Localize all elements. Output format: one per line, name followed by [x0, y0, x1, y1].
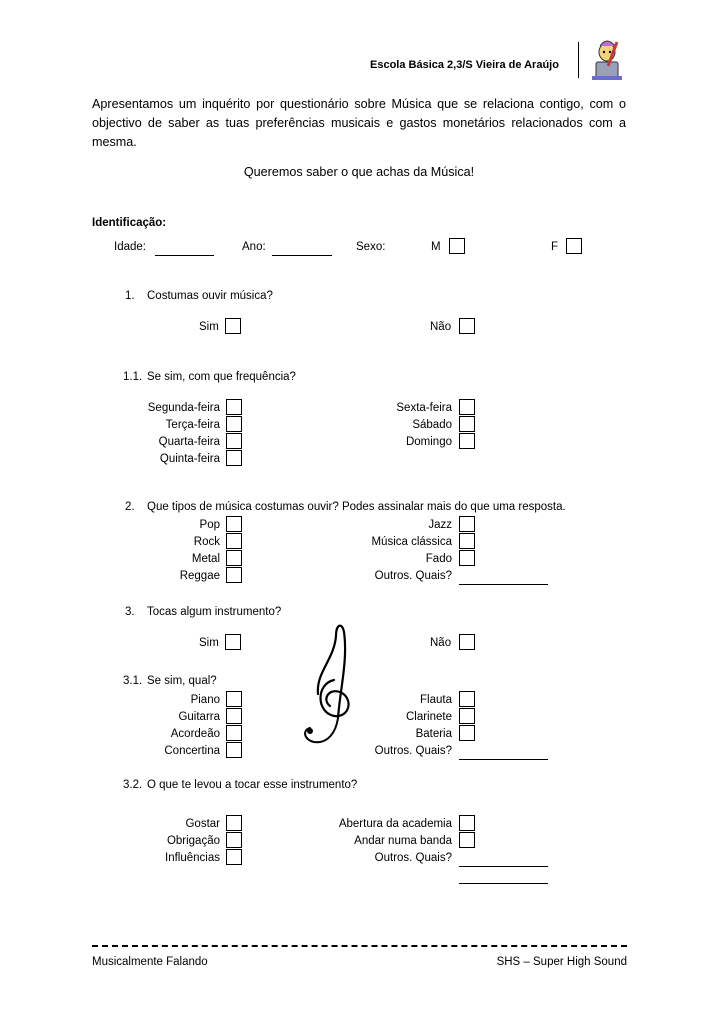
intro-paragraph: Apresentamos um inquérito por questionário sobre Música que se relaciona contigo, com o objectivo de saber as tuas preferências musicais e gastos monetários relacionados com a mesma.	[92, 97, 626, 149]
footer-divider	[92, 945, 627, 947]
genre-checkbox[interactable]	[226, 550, 242, 566]
q3-1-question: Se sim, qual?	[147, 675, 217, 687]
instrument-label: Guitarra	[178, 711, 220, 723]
day-label: Quarta-feira	[158, 436, 220, 448]
day-checkbox[interactable]	[226, 416, 242, 432]
genre-other-label: Outros. Quais?	[374, 570, 452, 582]
instrument-label: Clarinete	[405, 711, 452, 723]
q1-1-number: 1.1.	[123, 371, 143, 383]
genre-checkbox[interactable]	[226, 567, 242, 583]
reason-label: Abertura da academia	[338, 818, 452, 830]
instrument-checkbox[interactable]	[226, 708, 242, 724]
instrument-label: Concertina	[164, 745, 220, 757]
q1-1-question: Se sim, com que frequência?	[147, 371, 296, 383]
year-field[interactable]	[272, 255, 332, 256]
q1-no-checkbox[interactable]	[459, 318, 475, 334]
female-checkbox[interactable]	[566, 238, 582, 254]
instrument-label: Acordeão	[170, 728, 220, 740]
reason-label: Obrigação	[166, 835, 220, 847]
sex-label: Sexo:	[356, 241, 386, 253]
day-checkbox[interactable]	[459, 433, 475, 449]
instrument-checkbox[interactable]	[226, 742, 242, 758]
instrument-checkbox[interactable]	[459, 725, 475, 741]
reason-checkbox[interactable]	[459, 832, 475, 848]
genre-checkbox[interactable]	[459, 533, 475, 549]
year-label: Ano:	[242, 241, 266, 253]
reason-label: Influências	[165, 852, 220, 864]
day-label: Domingo	[405, 436, 452, 448]
genre-label: Jazz	[428, 519, 452, 531]
day-checkbox[interactable]	[459, 399, 475, 415]
instrument-checkbox[interactable]	[226, 725, 242, 741]
reason-checkbox[interactable]	[226, 815, 242, 831]
day-label: Segunda-feira	[147, 402, 220, 414]
identification-heading: Identificação:	[92, 217, 167, 229]
instrument-checkbox[interactable]	[459, 708, 475, 724]
q3-question: Tocas algum instrumento?	[147, 606, 282, 618]
q3-yes-checkbox[interactable]	[225, 634, 241, 650]
female-label: F	[551, 241, 559, 253]
q1-yes-checkbox[interactable]	[225, 318, 241, 334]
day-label: Sábado	[412, 419, 452, 431]
day-checkbox[interactable]	[226, 399, 242, 415]
q3-1-number: 3.1.	[123, 675, 143, 687]
reason-other-field-2[interactable]	[459, 883, 548, 884]
q3-no-checkbox[interactable]	[459, 634, 475, 650]
instrument-checkbox[interactable]	[459, 691, 475, 707]
genre-checkbox[interactable]	[459, 516, 475, 532]
q1-number: 1.	[125, 290, 135, 302]
q1-yes-label: Sim	[199, 321, 219, 333]
instrument-label: Piano	[190, 694, 220, 706]
q1-question: Costumas ouvir música?	[147, 290, 273, 302]
instrument-label: Flauta	[420, 694, 452, 706]
q3-no-label: Não	[430, 637, 452, 649]
day-checkbox[interactable]	[226, 450, 242, 466]
reason-checkbox[interactable]	[459, 815, 475, 831]
day-label: Quinta-feira	[159, 453, 220, 465]
day-label: Sexta-feira	[396, 402, 452, 414]
reason-checkbox[interactable]	[226, 832, 242, 848]
age-field[interactable]	[155, 255, 214, 256]
genre-label: Pop	[199, 519, 220, 531]
genre-label: Fado	[425, 553, 452, 565]
genre-checkbox[interactable]	[226, 533, 242, 549]
school-name: Escola Básica 2,3/S Vieira de Araújo	[370, 59, 559, 71]
male-checkbox[interactable]	[449, 238, 465, 254]
genre-other-field[interactable]	[459, 584, 548, 585]
instrument-checkbox[interactable]	[226, 691, 242, 707]
header-divider	[578, 42, 579, 78]
genre-label: Rock	[193, 536, 220, 548]
q3-2-question: O que te levou a tocar esse instrumento?	[147, 779, 358, 791]
tagline: Queremos saber o que achas da Música!	[243, 165, 475, 179]
genre-checkbox[interactable]	[459, 550, 475, 566]
footer-right: SHS – Super High Sound	[496, 956, 627, 968]
q2-number: 2.	[125, 501, 135, 513]
q3-yes-label: Sim	[199, 637, 219, 649]
age-label: Idade:	[114, 241, 146, 253]
genre-label: Metal	[191, 553, 220, 565]
day-label: Terça-feira	[165, 419, 220, 431]
reason-other-label: Outros. Quais?	[374, 852, 452, 864]
reason-checkbox[interactable]	[226, 849, 242, 865]
reason-label: Andar numa banda	[354, 835, 452, 847]
male-label: M	[431, 241, 441, 253]
instrument-label: Bateria	[415, 728, 452, 740]
day-checkbox[interactable]	[226, 433, 242, 449]
genre-checkbox[interactable]	[226, 516, 242, 532]
genre-label: Música clássica	[371, 536, 452, 548]
q3-2-number: 3.2.	[123, 779, 143, 791]
day-checkbox[interactable]	[459, 416, 475, 432]
instrument-other-label: Outros. Quais?	[374, 745, 452, 757]
reason-other-field[interactable]	[459, 866, 548, 867]
genre-label: Reggae	[179, 570, 220, 582]
q3-number: 3.	[125, 606, 135, 618]
q2-question: Que tipos de música costumas ouvir? Podes assinalar mais do que uma resposta.	[147, 501, 566, 513]
reason-label: Gostar	[185, 818, 220, 830]
music-school-logo	[588, 38, 626, 82]
footer-left: Musicalmente Falando	[92, 956, 208, 968]
instrument-other-field[interactable]	[459, 759, 548, 760]
q1-no-label: Não	[430, 321, 452, 333]
